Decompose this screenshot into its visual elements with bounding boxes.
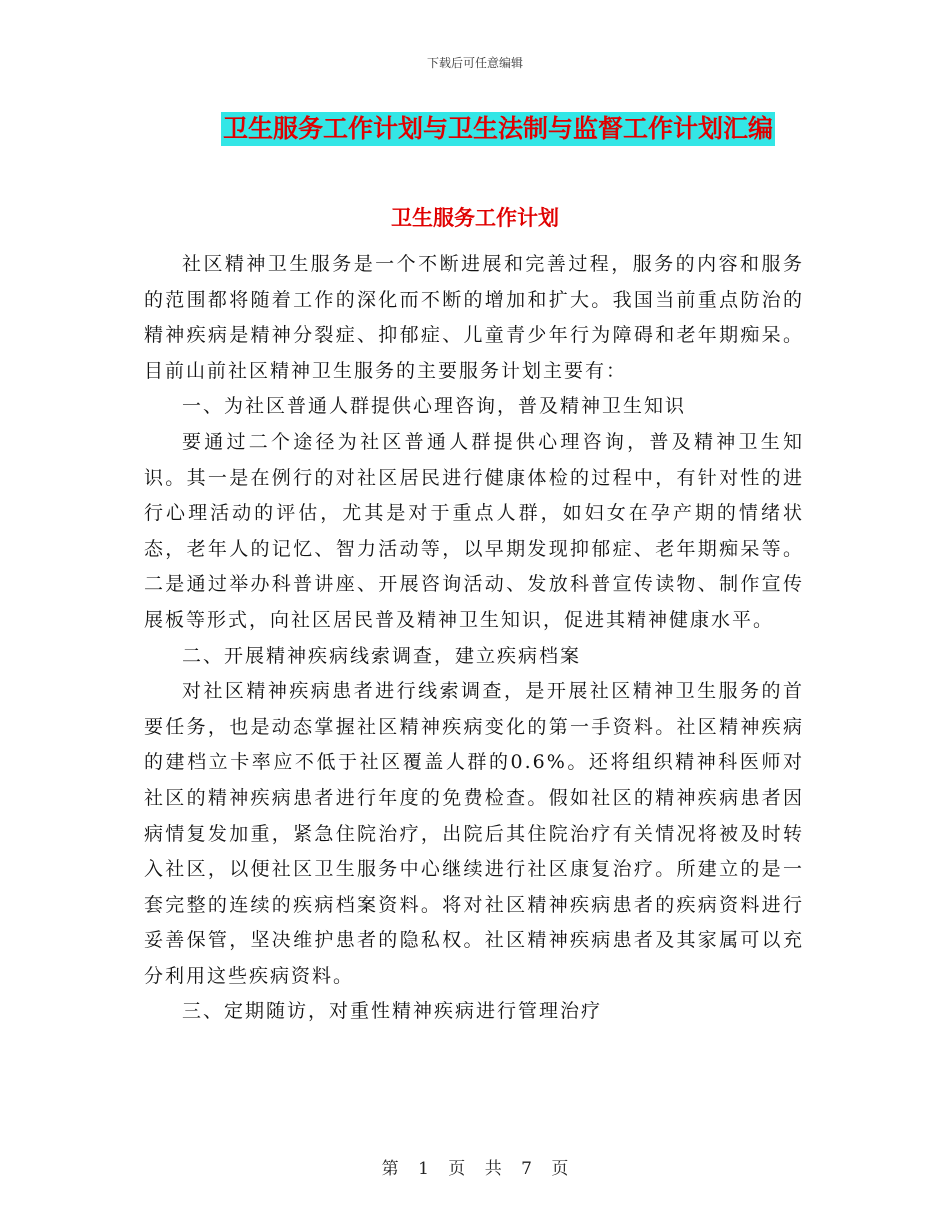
paragraph-heading-1: 一、为社区普通人群提供心理咨询，普及精神卫生知识 [182,395,687,418]
main-title: 卫生服务工作计划与卫生法制与监督工作计划汇编 [221,112,775,146]
footer-total-prefix: 共 [484,1159,502,1179]
footer-total-unit: 页 [551,1159,569,1179]
footer-page-number: 1 [418,1159,429,1179]
paragraph-intro: 社区精神卫生服务是一个不断进展和完善过程，服务的内容和服务的范围都将随着工作的深化而不断的增加和扩大。我国当前重点防治的精神疾病是精神分裂症、抑郁症、儿童青少年行为障碍和老年期痴呆。目前山前社区精神卫生服务的主要服务计划主要有： [144,253,804,382]
page-footer [0,1154,950,1179]
paragraph-heading-2: 二、开展精神疾病线索调查，建立疾病档案 [182,644,582,667]
paragraph-body-2: 对社区精神疾病患者进行线索调查，是开展社区精神卫生服务的首要任务，也是动态掌握社区精神疾病变化的第一手资料。社区精神疾病的建档立卡率应不低于社区覆盖人群的0.6%。还将组织精神科医师对社区的精神疾病患者进行年度的免费检查。假如社区的精神疾病患者因病情复发加重，紧急住院治疗，出院后其住院治疗有关情况将被及时转入社区，以便社区卫生服务中心继续进行社区康复治疗。所建立的是一套完整的连续的疾病档案资料。将对社区精神疾病患者的疾病资料进行妥善保管，坚决维护患者的隐私权。社区精神疾病患者及其家属可以充分利用这些疾病资料。 [144,680,804,987]
footer-page-unit: 页 [448,1159,466,1179]
paragraph-body-1: 要通过二个途径为社区普通人群提供心理咨询，普及精神卫生知识。其一是在例行的对社区居民进行健康体检的过程中，有针对性的进行心理活动的评估，尤其是对于重点人群，如妇女在孕产期的情绪状态，老年人的记忆、智力活动等，以早期发现抑郁症、老年期痴呆等。二是通过举办科普讲座、开展咨询活动、发放科普宣传读物、制作宣传展板等形式，向社区居民普及精神卫生知识，促进其精神健康水平。 [144,430,804,631]
document-body [144,247,804,1030]
section-title: 卫生服务工作计划 [391,206,559,230]
header-note: 下载后可任意编辑 [426,56,523,70]
footer-total-pages: 7 [521,1159,532,1179]
paragraph-heading-3: 三、定期随访，对重性精神疾病进行管理治疗 [182,1000,603,1023]
main-title-container [0,112,950,146]
footer-prefix: 第 [381,1159,399,1179]
